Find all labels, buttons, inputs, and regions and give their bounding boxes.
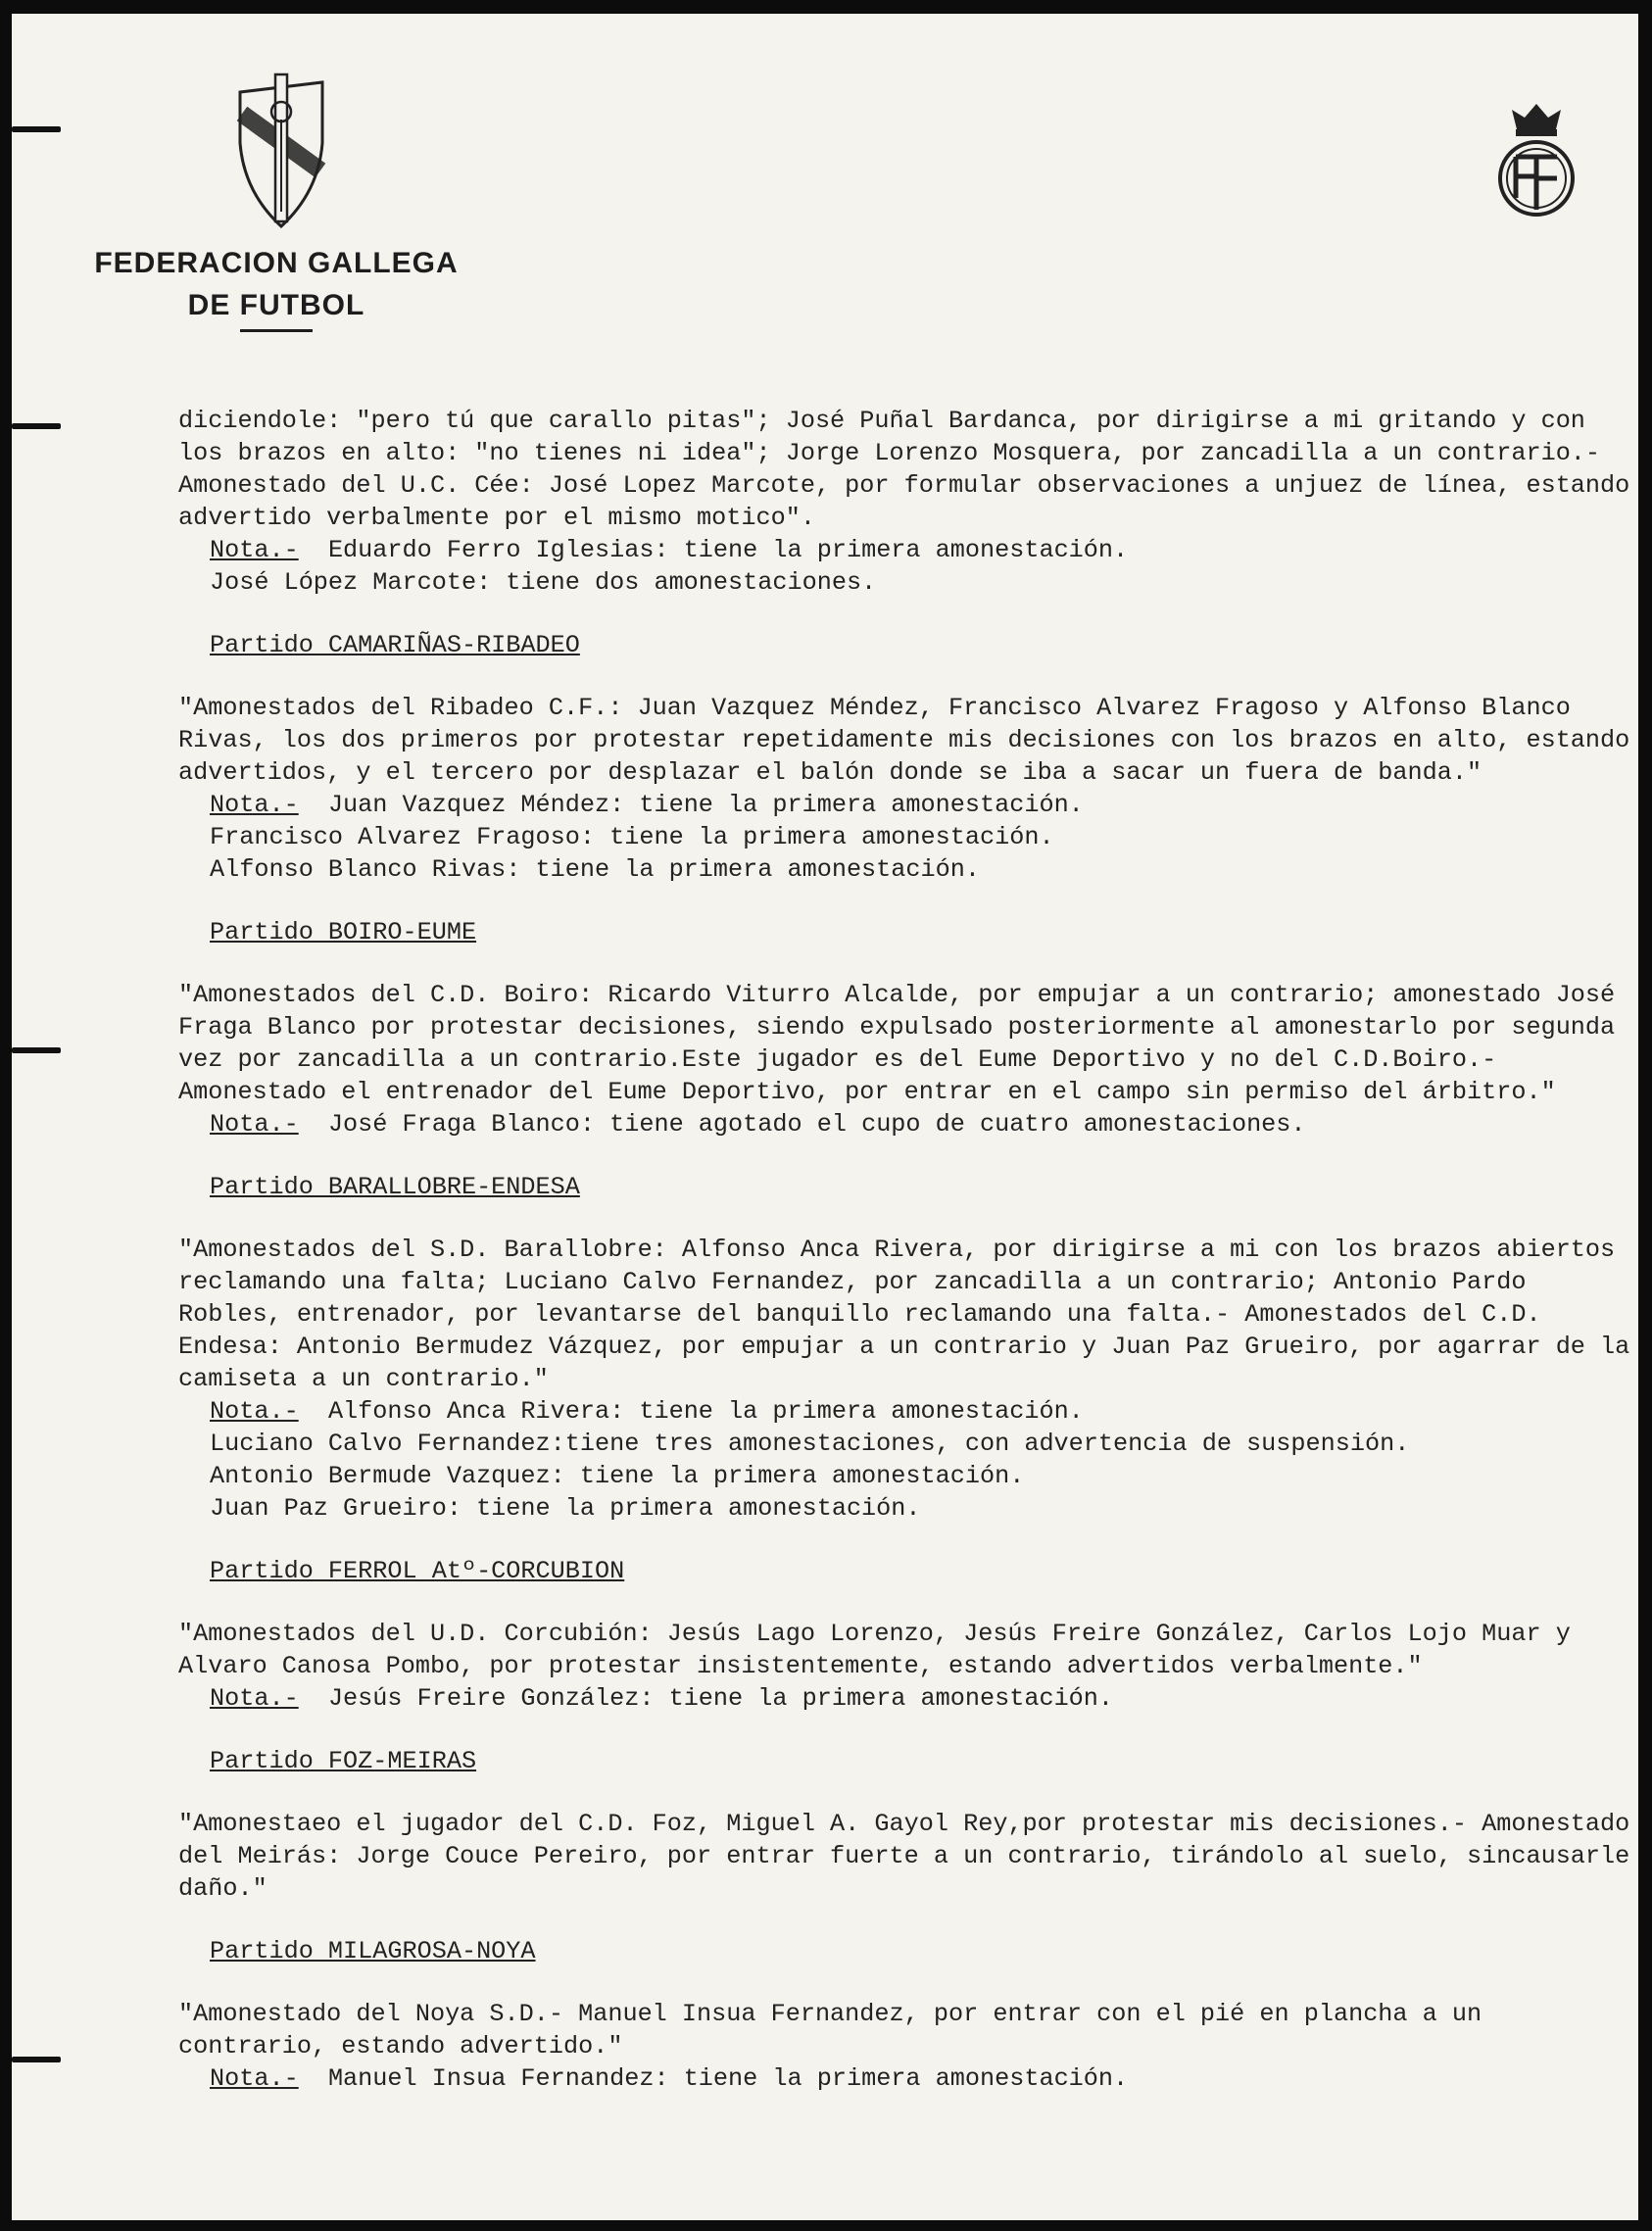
note-line <box>178 534 1633 566</box>
note-text: Alfonso Anca Rivera: tiene la primera amonestación. <box>327 1397 1084 1426</box>
note-line: José López Marcote: tiene dos amonestaciones. <box>210 568 877 597</box>
match-title: Partido BARALLOBRE-ENDESA <box>210 1173 580 1201</box>
note-label: Nota.- <box>210 791 299 819</box>
galician-federation-shield-icon <box>232 74 330 231</box>
note-line: Juan Paz Grueiro: tiene la primera amonestación. <box>210 1494 921 1523</box>
spanish-federation-crest-icon <box>1492 100 1580 222</box>
binder-hole <box>12 2057 61 2062</box>
binder-hole <box>12 1047 61 1053</box>
note-line <box>178 1395 1633 1428</box>
match-report: "Amonestados del S.D. Barallobre: Alfonso Anca Rivera, por dirigirse a mi con los brazos abiertos reclamando una falta; Luciano Calvo Fernandez, por zancadilla a un contrario; Antonio Pardo Robles, entrenador, por levantarse del banquillo reclamando una falta.- Amonestados del C.D. Endesa: Antonio Bermudez Vázquez, por empujar a un contrario y Juan Paz Grueiro, por agarrar de la camiseta a un contrario." <box>178 1236 1645 1393</box>
note-label: Nota.- <box>210 2064 299 2093</box>
note-line <box>178 1682 1633 1715</box>
note-label: Nota.- <box>210 536 299 564</box>
document-body <box>178 405 1645 2095</box>
match-title: Partido BOIRO-EUME <box>210 918 477 946</box>
note-text: Juan Vazquez Méndez: tiene la primera amonestación. <box>327 791 1084 819</box>
note-label: Nota.- <box>210 1684 299 1713</box>
note-text: Jesús Freire González: tiene la primera amonestación. <box>327 1684 1114 1713</box>
match-report: "Amonestado del Noya S.D.- Manuel Insua Fernandez, por entrar con el pié en plancha a un contrario, estando advertido." <box>178 2000 1497 2061</box>
organization-name <box>80 242 472 326</box>
note-line: Luciano Calvo Fernandez:tiene tres amonestaciones, con advertencia de suspensión. <box>210 1430 1410 1458</box>
match-report: "Amonestados del Ribadeo C.F.: Juan Vazquez Méndez, Francisco Alvarez Fragoso y Alfonso Blanco Rivas, los dos primeros por protestar repetidamente mis decisiones con los brazos en alto, estando advertidos, y el tercero por desplazar el balón donde se iba a sacar un fuera de banda." <box>178 694 1645 787</box>
match-report: "Amonestados del C.D. Boiro: Ricardo Viturro Alcalde, por empujar a un contrario; amonestado José Fraga Blanco por protestar decisiones, siendo expulsado posteriormente al amonestarlo por segunda vez por zancadilla a un contrario.Este jugador es del Eume Deportivo y no del C.D.Boiro.- Amonestado el entrenador del Eume Deportivo, por entrar en el campo sin permiso del árbitro." <box>178 981 1630 1106</box>
note-label: Nota.- <box>210 1110 299 1139</box>
match-title: Partido MILAGROSA-NOYA <box>210 1937 536 1965</box>
note-line: Antonio Bermude Vazquez: tiene la primera amonestación. <box>210 1462 1025 1490</box>
note-line <box>178 789 1633 821</box>
note-label: Nota.- <box>210 1397 299 1426</box>
match-title: Partido FERROL Atº-CORCUBION <box>210 1557 625 1585</box>
org-name-line-2: DE FUTBOL <box>187 289 365 321</box>
document-page <box>12 14 1645 2220</box>
binder-hole <box>12 423 61 429</box>
note-text: Manuel Insua Fernandez: tiene la primera amonestación. <box>327 2064 1129 2093</box>
note-line: Francisco Alvarez Fragoso: tiene la primera amonestación. <box>210 823 1054 851</box>
header-rule <box>240 329 313 332</box>
note-text: Eduardo Ferro Iglesias: tiene la primera amonestación. <box>327 536 1129 564</box>
note-text: José Fraga Blanco: tiene agotado el cupo de cuatro amonestaciones. <box>327 1110 1306 1139</box>
org-name-line-1: FEDERACION GALLEGA <box>94 247 459 279</box>
note-line <box>178 2062 1633 2095</box>
note-line: Alfonso Blanco Rivas: tiene la primera amonestación. <box>210 855 980 884</box>
note-line <box>178 1108 1633 1140</box>
match-report: "Amonestaeo el jugador del C.D. Foz, Miguel A. Gayol Rey,por protestar mis decisiones.- Amonestado del Meirás: Jorge Couce Pereiro, por entrar fuerte a un contrario, tirándolo al suelo, sincausarle daño." <box>178 1810 1645 1903</box>
binder-hole <box>12 126 61 132</box>
intro-paragraph: diciendole: "pero tú que carallo pitas"; José Puñal Bardanca, por dirigirse a mi gritando y con los brazos en alto: "no tienes ni idea"; Jorge Lorenzo Mosquera, por zancadilla a un contrario.- Amonestado del U.C. Cée: José Lopez Marcote, por formular observaciones a unjuez de línea, estando advertido verbalmente por el mismo motico". <box>178 407 1645 532</box>
match-report: "Amonestados del U.D. Corcubión: Jesús Lago Lorenzo, Jesús Freire González, Carlos Lojo Muar y Alvaro Canosa Pombo, por protestar insistentemente, estando advertidos verbalmente." <box>178 1620 1585 1680</box>
match-title: Partido FOZ-MEIRAS <box>210 1747 477 1775</box>
match-title: Partido CAMARIÑAS-RIBADEO <box>210 631 580 659</box>
